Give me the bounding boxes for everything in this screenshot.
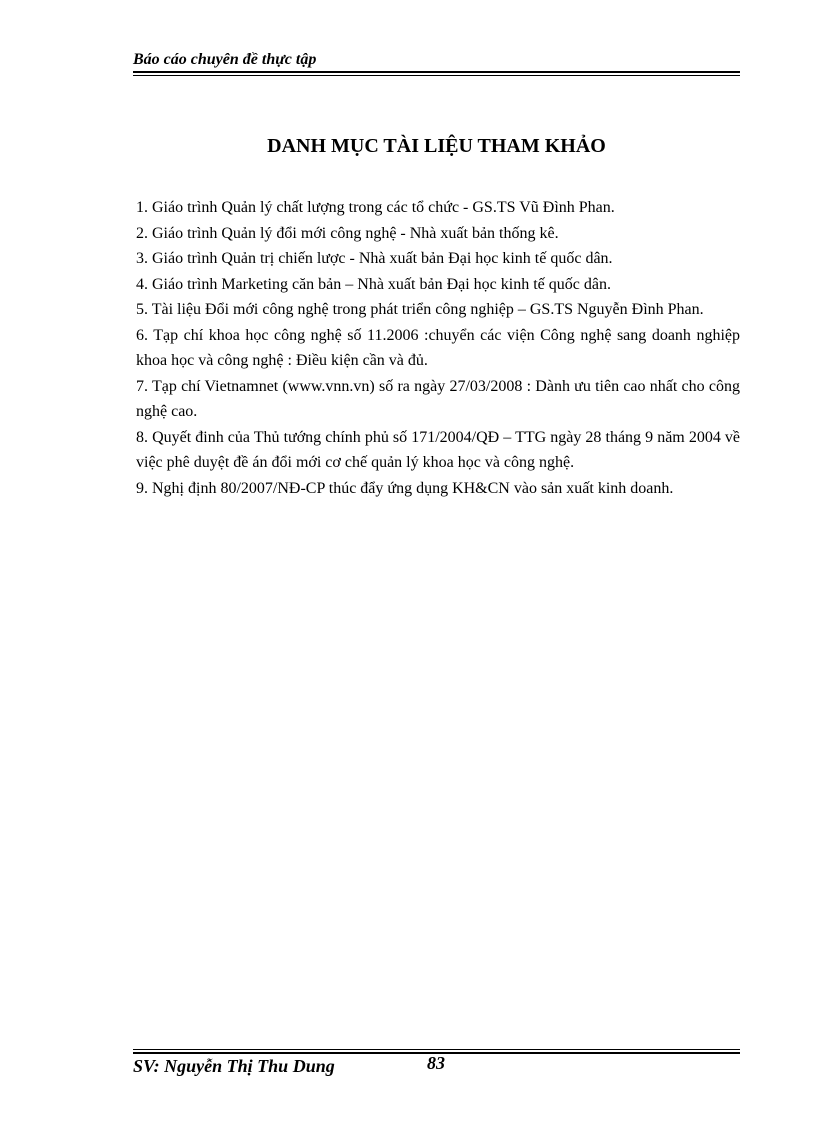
reference-item-1: 1. Giáo trình Quản lý chất lượng trong các tổ chức - GS.TS Vũ Đình Phan. bbox=[136, 199, 615, 216]
reference-item-9: 9. Nghị định 80/2007/NĐ-CP thúc đẩy ứng dụng KH&CN vào sản xuất kinh doanh. bbox=[136, 479, 674, 497]
reference-item-4: 4. Giáo trình Marketing căn bản – Nhà xuất bản Đại học kinh tế quốc dân. bbox=[136, 275, 611, 293]
header-rule-thin bbox=[133, 75, 740, 76]
footer-rule-thin bbox=[133, 1049, 740, 1050]
document-title: DANH MỤC TÀI LIỆU THAM KHẢO bbox=[267, 135, 606, 157]
page-header bbox=[133, 50, 740, 70]
reference-item-2: 2. Giáo trình Quản lý đổi mới công nghệ - Nhà xuất bản thống kê. bbox=[136, 224, 559, 242]
page-footer bbox=[133, 1049, 740, 1079]
reference-item-8: 8. Quyết đinh của Thủ tướng chính phủ số 171/2004/QĐ – TTG ngày 28 tháng 9 năm 2004 về việc phê duyệt đề án đổi mới cơ chế quản lý khoa học và công nghệ. bbox=[136, 428, 740, 471]
reference-item-5: 5. Tài liệu Đổi mới công nghệ trong phát triển công nghiệp – GS.TS Nguyễn Đình Phan. bbox=[136, 301, 704, 318]
reference-list bbox=[136, 195, 740, 501]
header-title: Báo cáo chuyên đề thực tập bbox=[133, 51, 317, 68]
reference-item-3: 3. Giáo trình Quản trị chiến lược - Nhà xuất bản Đại học kinh tế quốc dân. bbox=[136, 250, 613, 267]
reference-item-7: 7. Tạp chí Vietnamnet (www.vnn.vn) số ra ngày 27/03/2008 : Dành ưu tiên cao nhất cho công nghệ cao. bbox=[136, 377, 740, 420]
header-rule bbox=[133, 71, 740, 73]
page-number: 83 bbox=[427, 1053, 445, 1073]
reference-item-6: 6. Tạp chí khoa học công nghệ số 11.2006 :chuyển các viện Công nghệ sang doanh nghiệp khoa học và công nghệ : Điều kiện cần và đủ. bbox=[136, 326, 740, 369]
footer-author: SV: Nguyễn Thị Thu Dung bbox=[133, 1056, 335, 1076]
